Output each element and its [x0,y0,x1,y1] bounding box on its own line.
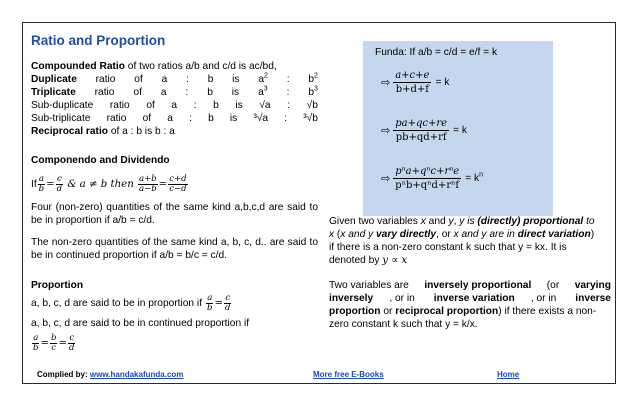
fraction-c-d: $\frac{c}{d}$ [69,332,75,353]
subtriplicate-ratio-line [31,112,318,125]
word: is [231,87,240,98]
componendo-formula: If $\frac{a}{b}$ = $\frac{c}{d}$ & a ≠ b then $\frac{a+b}{a-b}$ = $\frac{c+d}{c-d}$ [31,173,187,194]
fraction-c-d: $\frac{c}{d}$ [56,173,63,194]
page-frame [22,22,616,384]
word: ratio [109,100,130,111]
word: a [171,100,178,111]
word: of [146,100,155,111]
word: is [235,100,243,111]
word: ³√b [303,113,318,124]
word: b [207,74,214,85]
inverse-line-4: zero constant k such that y = k/x. [329,319,478,330]
word: Sub-duplicate [31,100,94,111]
duplicate-label: Duplicate [31,74,77,85]
word: is [229,113,238,124]
word: b [207,87,213,98]
inverse-line-3: proportion or reciprocal proportion) if there exists a non- [329,306,597,317]
word: $b^2$ [308,72,318,85]
proportion-line-1: a, b, c, d are said to be in proportion if $\frac{a}{b}$ = $\frac{c}{d}$ [31,292,231,313]
condition-text: & a ≠ b then [64,178,137,190]
word: of [134,74,143,85]
word: √b [306,100,318,111]
word: Sub-triplicate [31,113,91,124]
word: b [213,100,219,111]
proportional-symbol: y ∝ x [382,255,408,266]
funda-title: Funda: If a/b = c/d = e/f = k [375,47,498,58]
word: $a^2$ [258,72,268,85]
triplicate-label: Triplicate [31,87,76,98]
componendo-heading: Componendo and Dividendo [31,155,170,166]
fraction-apb-amb: $\frac{a+b}{a-b}$ [139,173,157,194]
word: b [208,113,214,124]
inverse-line-2: inversely , or in inverse variation , or in inverse [329,293,611,304]
fraction-b-c: $\frac{b}{c}$ [51,332,57,353]
direct-line-2: x (x and y vary directly, or x and y are in direct variation) [329,229,595,240]
reciprocal-ratio-line [31,125,318,138]
word: : [185,87,189,98]
fraction-c-d: $\frac{c}{d}$ [225,292,231,313]
direct-line-4: denoted by y ∝ x [329,255,408,266]
proportion-heading: Proportion [31,280,84,291]
fraction-cpd-cmd: $\frac{c+d}{c-d}$ [169,173,187,194]
word: : [284,113,288,124]
funda-formula-3: ⇨ $\frac{\text{pⁿa+qⁿc+rⁿe}}{\text{pⁿb+qⁿd+rⁿf}}$ = $k^n$ [381,166,483,191]
word: : [189,113,192,124]
fraction-a-b: $\frac{a}{b}$ [33,332,39,353]
word: : [286,87,290,98]
proportion-line-2: a, b, c, d are said to be in continued proportion if [31,318,250,329]
compounded-ratio-text: of two ratios a/b and c/d is ac/bd, [124,61,277,72]
word: a [167,113,173,124]
four-quantities-text: Four (non-zero) quantities of the same kind a,b,c,d are said to be in proportion if a/b = c/d. [31,202,318,226]
word: ratio [95,74,116,85]
more-ebooks-link[interactable]: More free E-Books [313,370,384,379]
right-arrow-icon: ⇨ [381,77,391,89]
footer-complied: Complied by: www.handakafunda.com [37,370,184,379]
word: a [161,74,168,85]
word: : [186,74,189,85]
word: √a [259,100,271,111]
word: of [142,113,152,124]
direct-line-3: if there is a non-zero constant k such that y = kx. It is [329,242,567,253]
direct-line-1: Given two variables x and y, y is (directly) proportional to [329,216,595,227]
funda-formula-1: ⇨ $\frac{a+c+e}{b+d+f}$ = k [381,70,450,95]
word: ratio [94,87,115,98]
funda-box [363,41,553,216]
triplicate-ratio-line [31,86,318,99]
home-link[interactable]: Home [497,370,520,379]
compounded-ratio-label: Compounded Ratio [31,61,125,72]
reciprocal-label: Reciprocal ratio [31,126,108,137]
word: : [193,100,197,111]
fraction-a-b: $\frac{a}{b}$ [38,173,45,194]
continued-proportion-text: The non-zero quantities of the same kind a, b, c, d.. are said to be in continued proportion if a/b = b/c = c/d. [31,237,318,261]
word: ratio [106,113,127,124]
word: : [287,100,291,111]
reciprocal-text: of a : b is b : a [108,126,175,137]
page-title: Ratio and Proportion [31,33,166,48]
right-arrow-icon: ⇨ [381,125,391,137]
funda-formula-2: ⇨ $\frac{pa+qc+re}{pb+qd+rf}$ = k [381,118,467,143]
website-link[interactable]: www.handakafunda.com [89,370,184,379]
subduplicate-ratio-line [31,99,318,112]
word: $b^3$ [308,85,318,98]
word: $a^3$ [258,85,268,98]
right-arrow-icon: ⇨ [381,173,391,185]
word: of [133,87,142,98]
if-text: If [31,178,37,190]
word: a [160,87,167,98]
fraction-a-b: $\frac{a}{b}$ [207,292,213,313]
compounded-ratio-line [31,60,318,73]
continued-proportion-formula: $\frac{a}{b}$ = $\frac{b}{c}$ = $\frac{c}{d}$ [33,332,75,353]
inverse-line-1: Two variables are inversely proportional (or varying [329,280,611,291]
word: ³√a [253,113,269,124]
duplicate-ratio-line [31,73,318,86]
word: : [286,74,290,85]
word: is [232,74,240,85]
